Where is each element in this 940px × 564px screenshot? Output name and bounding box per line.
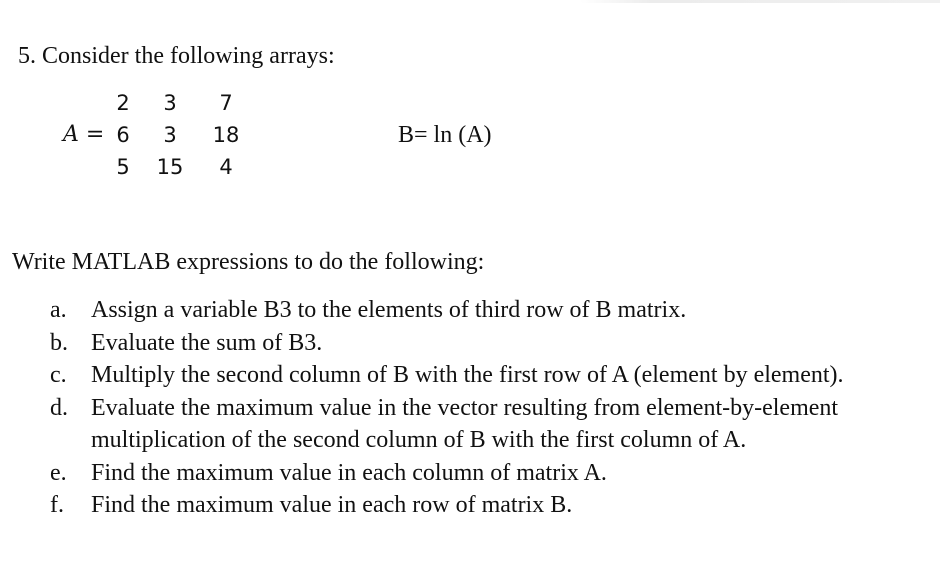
matrix-a-cell-r3c2: 15: [156, 155, 184, 179]
task-item-b: [0, 327, 940, 360]
task-text: Find the maximum value in each column of matrix A.: [91, 459, 607, 486]
matrix-a-cell-r3c1: 5: [116, 155, 130, 179]
task-text: Evaluate the sum of B3.: [91, 329, 323, 356]
matrix-a-equals: =: [85, 122, 105, 147]
task-item-d: [0, 392, 940, 457]
task-item-e: [0, 457, 940, 490]
task-marker: e.: [50, 459, 67, 486]
task-item-a: [0, 294, 940, 327]
task-text: Assign a variable B3 to the elements of third row of B matrix.: [91, 297, 687, 323]
question-title: 5. Consider the following arrays:: [18, 43, 335, 69]
task-marker: b.: [50, 329, 68, 356]
matrix-a-cell-r1c1: 2: [116, 91, 130, 115]
matrix-a-cell-r1c2: 3: [163, 91, 177, 115]
matrix-a-name: A: [63, 122, 79, 147]
b-definition: B= ln (A): [398, 122, 492, 148]
task-marker: a.: [50, 297, 67, 323]
matrix-a-cell-r2c1: 6: [116, 123, 130, 147]
window-top-edge: [580, 0, 940, 3]
task-item-f: [0, 489, 940, 522]
task-marker: d.: [50, 394, 68, 421]
task-text: Evaluate the maximum value in the vector resulting from element-by-element multiplication of the second column of B with the first column of A.: [91, 394, 839, 453]
matrix-a-cell-r1c3: 7: [219, 91, 233, 115]
task-text: Multiply the second column of B with the first row of A (element by element).: [91, 362, 844, 388]
task-list: [0, 294, 940, 522]
matrix-a-cell-r3c3: 4: [219, 155, 233, 179]
task-text: Find the maximum value in each row of matrix B.: [91, 492, 573, 518]
task-marker: f.: [50, 492, 64, 518]
matrix-a-cell-r2c3: 18: [212, 123, 240, 147]
task-item-c: [0, 359, 940, 392]
matrix-a-cell-r2c2: 3: [163, 123, 177, 147]
task-marker: c.: [50, 362, 67, 388]
matrix-a-label: [63, 120, 104, 150]
instructions-heading: Write MATLAB expressions to do the following:: [12, 249, 485, 275]
